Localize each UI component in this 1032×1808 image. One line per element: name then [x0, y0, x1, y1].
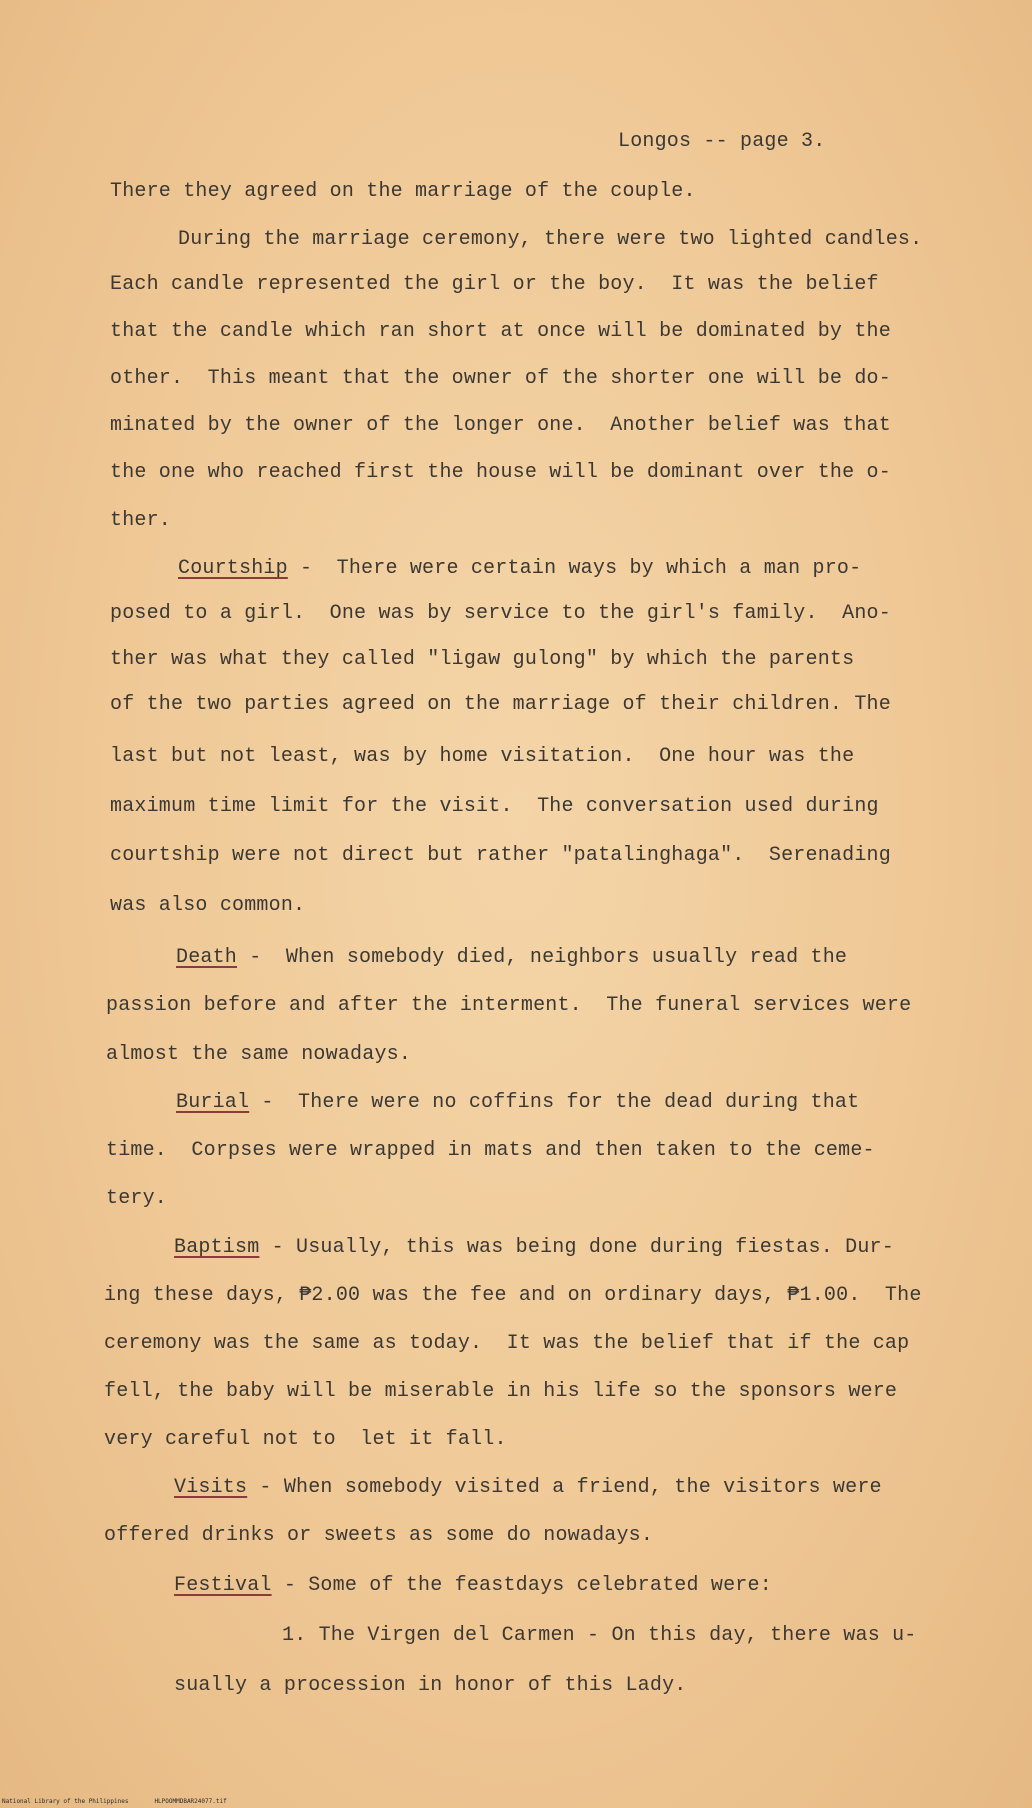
visits-paragraph-start — [174, 1476, 882, 1500]
text-span: - There were certain ways by which a man pro- — [287, 557, 862, 580]
text-line: posed to a girl. One was by service to the girl's family. Ano- — [110, 602, 891, 625]
text-line: very careful not to let it fall. — [104, 1428, 507, 1451]
text-line: courtship were not direct but rather "patalinghaga". Serenading — [110, 844, 891, 867]
visits-heading: Visits — [174, 1476, 248, 1499]
courtship-paragraph-start — [178, 557, 861, 581]
text-line: other. This meant that the owner of the shorter one will be do- — [110, 367, 891, 390]
text-line: sually a procession in honor of this Lady. — [174, 1674, 687, 1697]
baptism-paragraph-start — [174, 1236, 894, 1260]
text-line: the one who reached first the house will be dominant over the o- — [110, 461, 891, 484]
text-line: ther. — [110, 509, 172, 532]
text-line: ther was what they called "ligaw gulong" by which the parents — [110, 648, 855, 671]
text-span: - There were no coffins for the dead during that — [249, 1091, 860, 1114]
text-span: - When somebody visited a friend, the visitors were — [247, 1476, 882, 1499]
text-span: - Some of the feastdays celebrated were: — [271, 1574, 772, 1597]
text-line: of the two parties agreed on the marriage of their children. The — [110, 693, 891, 716]
death-paragraph-start — [176, 946, 847, 970]
death-heading: Death — [176, 946, 238, 969]
burial-paragraph-start — [176, 1091, 859, 1115]
text-line: last but not least, was by home visitation. One hour was the — [110, 745, 855, 768]
text-line: Each candle represented the girl or the boy. It was the belief — [110, 273, 879, 296]
text-line: During the marriage ceremony, there were two lighted candles. — [178, 228, 923, 251]
footer-library: National Library of the Philippines — [2, 1798, 129, 1805]
page-header: Longos -- page 3. — [618, 130, 826, 153]
text-line: passion before and after the interment. The funeral services were — [106, 994, 912, 1017]
text-line: was also common. — [110, 894, 306, 917]
courtship-heading: Courtship — [178, 557, 288, 580]
text-line: time. Corpses were wrapped in mats and then taken to the ceme- — [106, 1139, 875, 1162]
festival-paragraph-start — [174, 1574, 772, 1598]
text-line: minated by the owner of the longer one. Another belief was that — [110, 414, 891, 437]
text-line: tery. — [106, 1187, 168, 1210]
text-span: - Usually, this was being done during fiestas. Dur- — [259, 1236, 894, 1259]
text-line: ceremony was the same as today. It was the belief that if the cap — [104, 1332, 910, 1355]
footer-filename: HLPOOMMDBAR24077.tif — [154, 1798, 227, 1805]
text-line: ing these days, ₱2.00 was the fee and on ordinary days, ₱1.00. The — [104, 1284, 922, 1307]
baptism-heading: Baptism — [174, 1236, 260, 1259]
burial-heading: Burial — [176, 1091, 250, 1114]
text-line: offered drinks or sweets as some do nowadays. — [104, 1524, 654, 1547]
text-line: There they agreed on the marriage of the couple. — [110, 180, 696, 203]
festival-heading: Festival — [174, 1574, 272, 1597]
text-line: that the candle which ran short at once will be dominated by the — [110, 320, 891, 343]
text-span: - When somebody died, neighbors usually read the — [237, 946, 848, 969]
list-item: 1. The Virgen del Carmen - On this day, there was u- — [282, 1624, 917, 1647]
text-line: almost the same nowadays. — [106, 1043, 412, 1066]
text-line: fell, the baby will be miserable in his life so the sponsors were — [104, 1380, 898, 1403]
scan-footer — [2, 1798, 253, 1806]
text-line: maximum time limit for the visit. The conversation used during — [110, 795, 879, 818]
